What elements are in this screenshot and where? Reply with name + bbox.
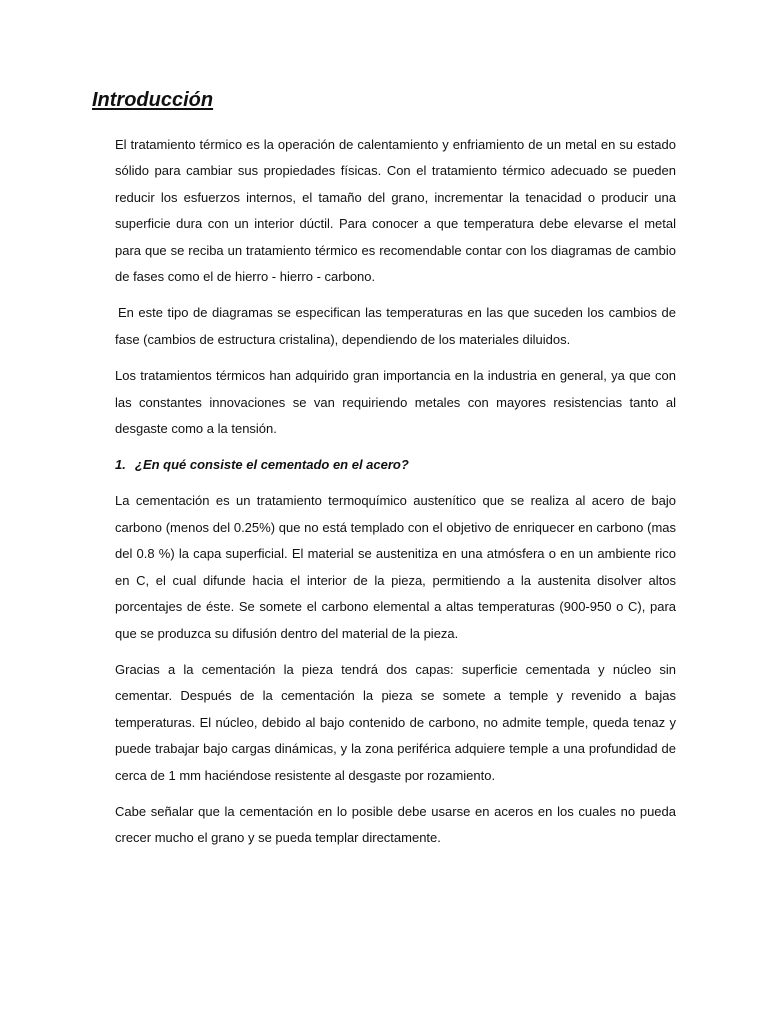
question-number: 1. <box>115 457 126 473</box>
paragraph-cementation-layers: Gracias a la cementación la pieza tendrá dos capas: superficie cementada y núcleo sin cementar. Después de la cementación la pieza se somete a temple y revenido a bajas temperaturas. El núcleo, debido al bajo contenido de carbono, no admite temple, queda tenaz y puede trabajar bajo cargas dinámicas, y la zona periférica adquiere temple a una profundidad de cerca de 1 mm haciéndose resistente al desgaste por rozamiento. <box>115 661 676 783</box>
question-heading <box>115 452 676 478</box>
paragraph-cementation-definition: La cementación es un tratamiento termoquímico austenítico que se realiza al acero de bajo carbono (menos del 0.25%) que no está templado con el objetivo de enriquecer en carbono (mas del 0.8 %) la capa superficial. El material se austenitiza en una atmósfera o en un ambiente rico en C, el cual difunde hacia el interior de la pieza, permitiendo a la austenita disolver altos porcentajes de éste. Se somete el carbono elemental a altas temperaturas (900-950 o C), para que se produzca su difusión dentro del material de la pieza. <box>115 493 676 641</box>
paragraph-importance: Los tratamientos térmicos han adquirido gran importancia en la industria en general, ya que con las constantes innovaciones se van requiriendo metales con mayores resistencias tanto al desgaste como a la tensión. <box>115 368 676 437</box>
paragraph-cementation-note: Cabe señalar que la cementación en lo posible debe usarse en aceros en los cuales no pueda crecer mucho el grano y se pueda templar directamente. <box>115 803 676 846</box>
page-title: Introducción <box>92 89 214 111</box>
document-body <box>115 132 676 862</box>
question-text: ¿En qué consiste el cementado en el acero? <box>135 457 409 473</box>
paragraph-intro: El tratamiento térmico es la operación de calentamiento y enfriamiento de un metal en su estado sólido para cambiar sus propiedades físicas. Con el tratamiento térmico adecuado se pueden reducir los esfuerzos internos, el tamaño del grano, incrementar la tenacidad o producir una superficie dura con un interior dúctil. Para conocer a que temperatura debe elevarse el metal para que se reciba un tratamiento térmico es recomendable contar con los diagramas de cambio de fases como el de hierro - hierro - carbono. <box>115 137 676 285</box>
paragraph-phase-diagrams: En este tipo de diagramas se especifican las temperaturas en las que suceden los cambios de fase (cambios de estructura cristalina), dependiendo de los materiales diluidos. <box>115 305 676 347</box>
